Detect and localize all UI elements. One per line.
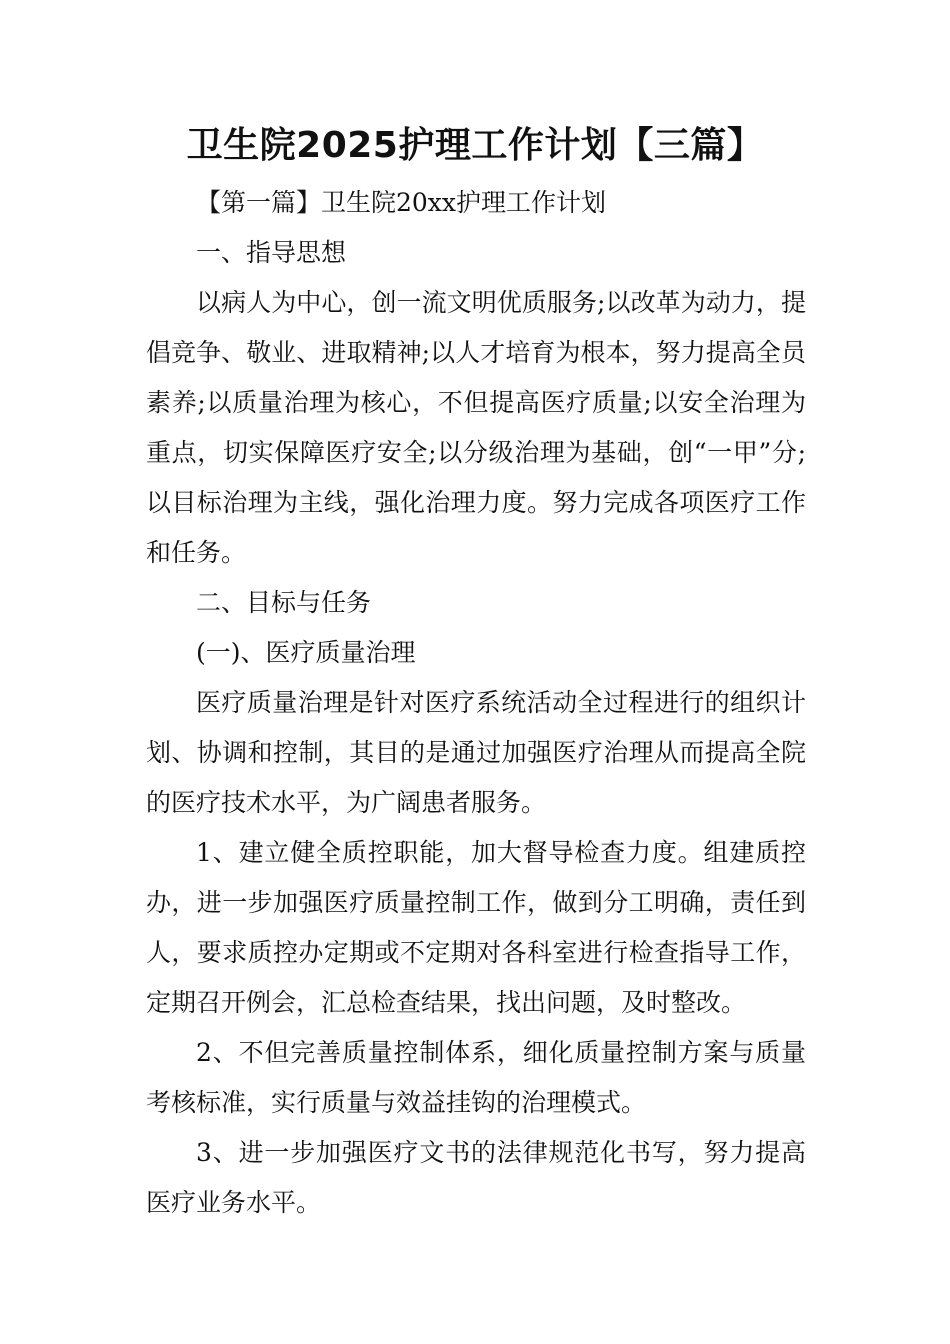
list-item: 2、不但完善质量控制体系，细化质量控制方案与质量考核标准，实行质量与效益挂钩的治理模式。: [146, 1038, 806, 1117]
document-subtitle: 【第一篇】卫生院20xx护理工作计划: [196, 188, 607, 217]
list-item: 3、进一步加强医疗文书的法律规范化书写，努力提高医疗业务水平。: [146, 1138, 806, 1217]
paragraph: 医疗质量治理是针对医疗系统活动全过程进行的组织计划、协调和控制，其目的是通过加强医疗治理从而提高全院的医疗技术水平，为广阔患者服务。: [146, 688, 806, 817]
document-body: [146, 178, 806, 1228]
section-heading: 二、目标与任务: [196, 588, 372, 617]
subsection-heading: (一)、医疗质量治理: [196, 638, 416, 667]
document-title: 卫生院2025护理工作计划【三篇】: [186, 125, 764, 166]
section-heading: 一、指导思想: [196, 238, 347, 267]
paragraph: 以病人为中心，创一流文明优质服务;以改革为动力，提倡竞争、敬业、进取精神;以人才培育为根本，努力提高全员素养;以质量治理为核心，不但提高医疗质量;以安全治理为重点，切实保障医疗安全;以分级治理为基础，创“一甲”分;以目标治理为主线，强化治理力度。努力完成各项医疗工作和任务。: [146, 288, 806, 567]
list-item: 1、建立健全质控职能，加大督导检查力度。组建质控办，进一步加强医疗质量控制工作，做到分工明确，责任到人，要求质控办定期或不定期对各科室进行检查指导工作，定期召开例会，汇总检查结果，找出问题，及时整改。: [146, 838, 806, 1017]
